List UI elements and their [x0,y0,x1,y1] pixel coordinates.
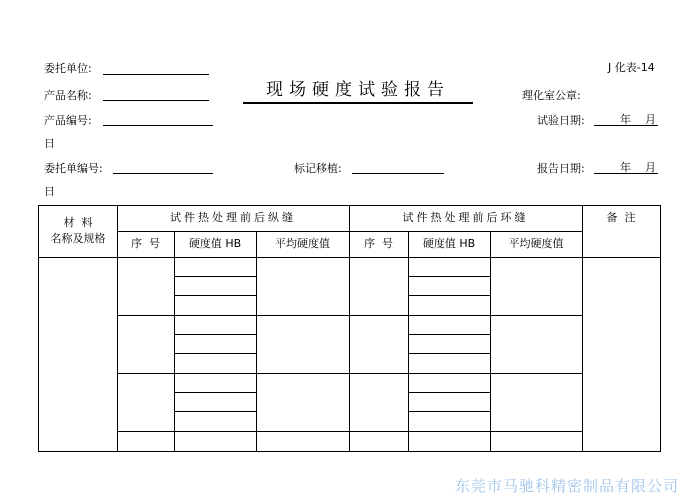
sub-row-divider [174,392,256,393]
sub-row-divider [174,411,256,412]
col-material-label-1: 材 料 [63,216,93,229]
watermark-text: 东莞市马驰科精密制品有限公司 [455,477,680,495]
col-divider [408,231,409,452]
client-unit-label: 委托单位: [44,62,92,75]
product-no-field[interactable] [103,125,213,126]
test-date-year: 年 [620,113,631,126]
table-border-right [660,205,661,452]
col-divider [174,231,175,452]
sub-avg-header: 平均硬度值 [508,237,564,250]
sub-row-divider [408,276,490,277]
report-date-label: 报告日期: [537,162,585,175]
sub-row-divider [174,276,256,277]
report-date-day: 日 [44,185,55,198]
client-order-no-field[interactable] [113,173,213,174]
product-name-label: 产品名称: [44,89,92,102]
test-date-month: 月 [645,113,656,126]
report-date-month: 月 [645,161,656,174]
sub-hardness-header: 硬度值 HB [422,237,476,250]
page-title: 现场硬度试验报告 [266,80,450,100]
col-divider [256,231,257,452]
form-code: J 化表-14 [608,61,655,74]
product-no-label: 产品编号: [44,114,92,127]
sub-seq-header: 序 号 [131,237,160,250]
sub-seq-header: 序 号 [364,237,393,250]
report-date-year: 年 [620,161,631,174]
mark-transfer-field[interactable] [352,173,444,174]
sub-hardness-header: 硬度值 HB [188,237,242,250]
col-divider [582,205,583,452]
group-circumferential-header: 试件热处理前后环缝 [402,211,529,224]
row-divider [117,231,582,232]
sub-avg-header: 平均硬度值 [275,237,330,250]
row-divider [38,257,660,258]
group-divider [117,431,582,432]
sub-row-divider [174,295,256,296]
client-unit-field[interactable] [103,74,209,75]
col-remarks-header: 备 注 [606,211,636,224]
lab-seal-label: 理化室公章: [522,89,581,102]
sub-row-divider [408,295,490,296]
sub-row-divider [174,353,256,354]
group-divider [117,373,582,374]
sub-row-divider [408,353,490,354]
title-underline [243,102,473,104]
client-order-no-label: 委托单编号: [44,162,103,175]
test-date-label: 试验日期: [537,114,585,127]
col-divider [490,231,491,452]
mark-transfer-label: 标记移植: [294,162,342,175]
sub-row-divider [408,411,490,412]
group-divider [117,315,582,316]
product-name-field[interactable] [103,100,209,101]
sub-row-divider [174,334,256,335]
sub-row-divider [408,392,490,393]
sub-row-divider [408,334,490,335]
group-longitudinal-header: 试件热处理前后纵缝 [170,211,296,224]
test-date-day: 日 [44,137,55,150]
col-material-label-2: 名称及规格 [50,232,106,245]
